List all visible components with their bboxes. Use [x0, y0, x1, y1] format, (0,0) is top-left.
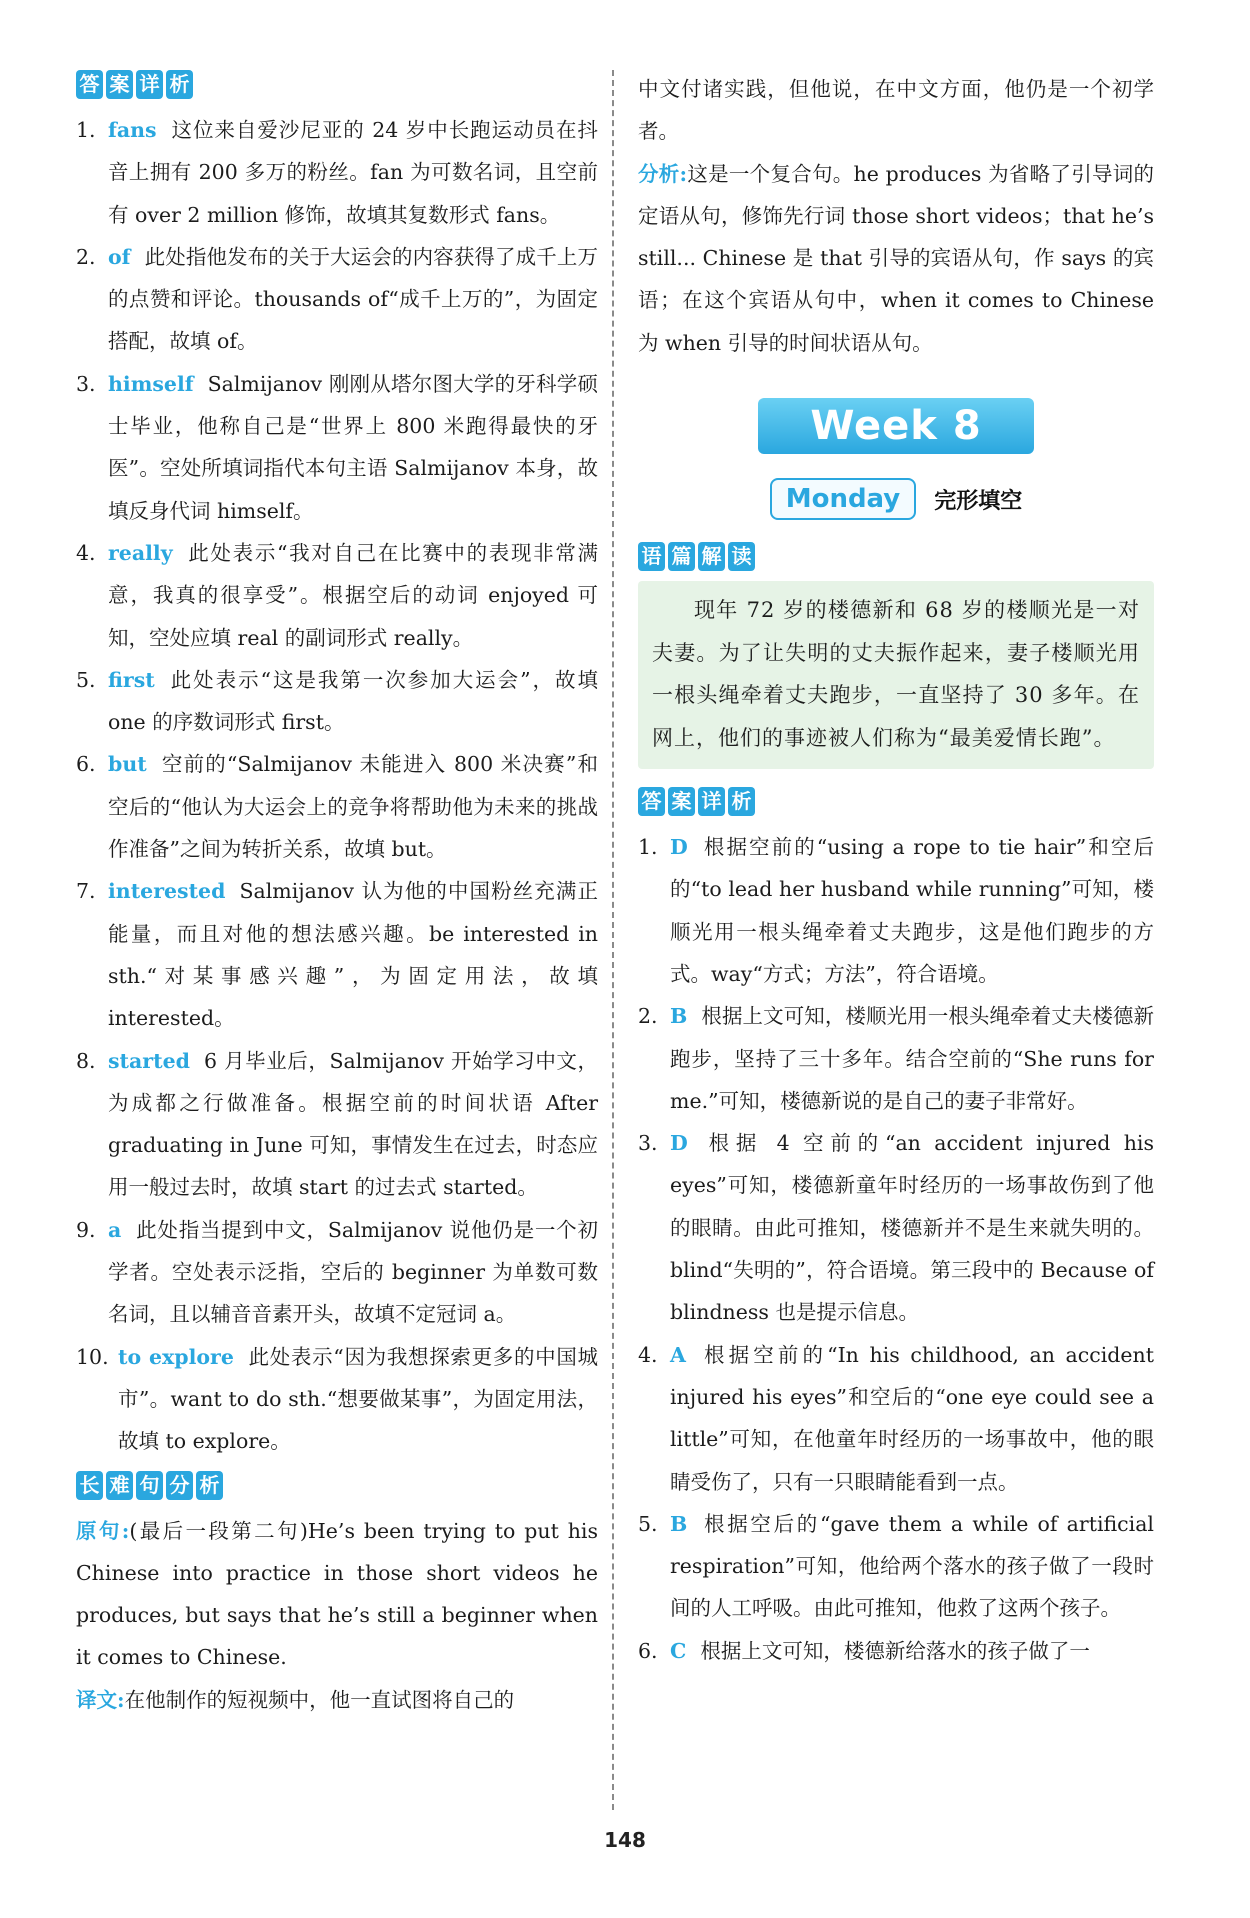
item-explanation: 此处表示“因为我想探索更多的中国城市”。want to do sth.“想要做某事”，为固定用法，故填 to explore。	[118, 1344, 598, 1454]
item-answer: but	[108, 752, 147, 777]
answer-item	[638, 1630, 1154, 1672]
answer-tag-char: 案	[106, 70, 133, 99]
answer-tag-char: 详	[136, 70, 163, 99]
analysis	[638, 153, 1154, 364]
item-number: 3.	[638, 1131, 658, 1156]
answer-tag-char: 案	[668, 787, 695, 816]
item-answer: B	[670, 1004, 688, 1029]
right-answer-list	[638, 826, 1154, 1672]
item-number: 1.	[76, 118, 96, 142]
item-answer: interested	[108, 879, 226, 904]
item-explanation: 此处表示“我对自己在比赛中的表现非常满意，我真的很享受”。根据空后的动词 enjoyed 可知，空处应填 real 的副词形式 really。	[108, 540, 598, 650]
item-explanation: 根据上文可知，楼德新给落水的孩子做了一	[700, 1638, 1090, 1663]
item-number: 9.	[76, 1217, 96, 1242]
item-number: 4.	[76, 540, 96, 565]
item-explanation: Salmijanov 认为他的中国粉丝充满正能量，而且对他的想法感兴趣。be interested in sth.“对某事感兴趣”，为固定用法，故填 interested。	[108, 879, 598, 1031]
sentence-tag-char: 分	[166, 1471, 193, 1500]
item-answer: A	[670, 1342, 686, 1367]
item-answer: D	[670, 835, 688, 860]
item-number: 2.	[76, 244, 96, 269]
item-number: 8.	[76, 1048, 96, 1073]
answer-item	[76, 870, 598, 1039]
translation-text: 在他制作的短视频中，他一直试图将自己的	[124, 1687, 515, 1712]
item-answer: himself	[108, 371, 194, 396]
answer-item	[638, 1503, 1154, 1630]
answer-item	[76, 1336, 598, 1463]
translation-continued: 中文付诸实践，但他说，在中文方面，他仍是一个初学者。	[638, 77, 1154, 144]
item-explanation: 空前的“Salmijanov 未能进入 800 米决赛”和空后的“他认为大运会上的竞争将帮助他为未来的挑战作准备”之间为转折关系，故填 but。	[108, 752, 598, 862]
long-sentence-tag	[76, 1471, 598, 1500]
item-explanation: 根据上文可知，楼顺光用一根头绳牵着丈夫楼德新跑步，坚持了三十多年。结合空前的“She runs for me.”可知，楼德新说的是自己的妻子非常好。	[670, 1004, 1154, 1113]
item-number: 4.	[638, 1342, 658, 1367]
item-explanation: 根据 4 空前的“an accident injured his eyes”可知，楼德新童年时经历的一场事故伤到了他的眼睛。由此可推知，楼德新并不是生来就失明的。blind“失明的”，符合语境。第三段中的 Because of blindness 也是提示信息。	[670, 1131, 1154, 1325]
right-column	[638, 68, 1154, 1672]
analysis-label: 分析:	[638, 161, 688, 186]
answer-item	[76, 743, 598, 870]
answer-detail-tag-right	[638, 787, 1154, 816]
item-number: 1.	[638, 835, 658, 860]
answer-item	[638, 826, 1154, 995]
item-explanation: 此处表示“这是我第一次参加大运会”，故填 one 的序数词形式 first。	[108, 667, 598, 735]
sentence-tag-char: 难	[106, 1471, 133, 1500]
item-number: 6.	[76, 752, 96, 777]
item-answer: a	[108, 1217, 122, 1242]
translation-label: 译文:	[76, 1687, 125, 1712]
analysis-text: 这是一个复合句。he produces 为省略了引导词的定语从句，修饰先行词 those short videos；that he’s still... Chinese 是 that 引导的宾语从句，作 says 的宾语；在这个宾语从句中，when it comes to Chinese 为 when 引导的时间状语从句。	[638, 161, 1154, 355]
reading-tag-char: 语	[638, 542, 665, 571]
item-answer: really	[108, 540, 173, 565]
item-answer: of	[108, 244, 131, 269]
answer-item	[76, 363, 598, 532]
item-number: 3.	[76, 371, 96, 396]
reading-tag-char: 读	[728, 542, 755, 571]
item-answer: C	[670, 1638, 687, 1663]
answer-item	[76, 109, 598, 236]
answer-detail-tag	[76, 70, 598, 99]
answer-item	[76, 659, 598, 744]
item-answer: to explore	[118, 1344, 234, 1369]
original-text: (最后一段第二句)He’s been trying to put his Chinese into practice in those short videos he produces, but says that he’s still a beginner when it comes to Chinese.	[76, 1518, 598, 1670]
item-answer: first	[108, 667, 155, 692]
left-column	[76, 68, 598, 1721]
item-number: 2.	[638, 1004, 658, 1029]
item-explanation: 6 月毕业后，Salmijanov 开始学习中文，为成都之行做准备。根据空前的时间状语 After graduating in June 可知，事情发生在过去，时态应用一般过去时，故填 start 的过去式 started。	[108, 1048, 598, 1200]
answer-item	[76, 1040, 598, 1209]
answer-item	[638, 1122, 1154, 1333]
week-banner: Week 8	[758, 398, 1034, 454]
item-explanation: 根据空前的“In his childhood, an accident injured his eyes”和空后的“one eye could see a little”可知，在他童年时经历的一场事故中，他的眼睛受伤了，只有一只眼睛能看到一点。	[670, 1342, 1154, 1494]
item-number: 6.	[638, 1638, 658, 1663]
answer-item	[638, 1334, 1154, 1503]
sentence-tag-char: 析	[196, 1471, 223, 1500]
exercise-type: 完形填空	[934, 488, 1023, 514]
item-explanation: 此处指他发布的关于大运会的内容获得了成千上万的点赞和评论。thousands of“成千上万的”，为固定搭配，故填 of。	[108, 244, 598, 354]
item-answer: B	[670, 1511, 688, 1536]
item-explanation: 这位来自爱沙尼亚的 24 岁中长跑运动员在抖音上拥有 200 多万的粉丝。fan 为可数名词，且空前有 over 2 million 修饰，故填其复数形式 fans。	[108, 118, 598, 227]
item-explanation: 根据空后的“gave them a while of artificial respiration”可知，他给两个落水的孩子做了一段时间的人工呼吸。由此可推知，他救了这两个孩子。	[670, 1511, 1154, 1621]
original-label: 原句:	[76, 1518, 130, 1543]
column-divider	[612, 70, 614, 1810]
translation	[76, 1679, 598, 1721]
reading-tag-char: 篇	[668, 542, 695, 571]
reading-analysis-tag	[638, 542, 1154, 571]
day-label: Monday	[770, 478, 917, 520]
answer-tag-char: 答	[638, 787, 665, 816]
sentence-tag-char: 长	[76, 1471, 103, 1500]
day-header	[638, 478, 1154, 520]
left-answer-list	[76, 109, 598, 1463]
item-explanation: 根据空前的“using a rope to tie hair”和空后的“to lead her husband while running”可知，楼顺光用一根头绳牵着丈夫跑步，这是他们跑步的方式。way“方式；方法”，符合语境。	[670, 835, 1154, 986]
answer-tag-char: 详	[698, 787, 725, 816]
reading-summary: 现年 72 岁的楼德新和 68 岁的楼顺光是一对夫妻。为了让失明的丈夫振作起来，妻子楼顺光用一根头绳牵着丈夫跑步，一直坚持了 30 多年。在网上，他们的事迹被人们称为“最美爱情长跑”。	[638, 581, 1154, 769]
answer-tag-char: 析	[166, 70, 193, 99]
answer-item	[76, 532, 598, 659]
answer-item	[76, 1209, 598, 1336]
item-explanation: Salmijanov 刚刚从塔尔图大学的牙科学硕士毕业，他称自己是“世界上 800 米跑得最快的牙医”。空处所填词指代本句主语 Salmijanov 本身，故填反身代词 himself。	[108, 371, 598, 523]
item-number: 5.	[76, 667, 96, 692]
answer-tag-char: 答	[76, 70, 103, 99]
item-answer: started	[108, 1048, 190, 1073]
answer-tag-char: 析	[728, 787, 755, 816]
item-number: 5.	[638, 1511, 658, 1536]
item-explanation: 此处指当提到中文，Salmijanov 说他仍是一个初学者。空处表示泛指，空后的 beginner 为单数可数名词，且以辅音音素开头，故填不定冠词 a。	[108, 1217, 598, 1327]
original-sentence	[76, 1510, 598, 1679]
sentence-tag-char: 句	[136, 1471, 163, 1500]
item-number: 10.	[76, 1344, 109, 1369]
item-number: 7.	[76, 879, 96, 904]
item-answer: D	[670, 1131, 688, 1156]
answer-item	[638, 995, 1154, 1122]
page-number: 148	[604, 1828, 646, 1852]
item-answer: fans	[108, 118, 157, 142]
reading-tag-char: 解	[698, 542, 725, 571]
answer-item	[76, 236, 598, 363]
